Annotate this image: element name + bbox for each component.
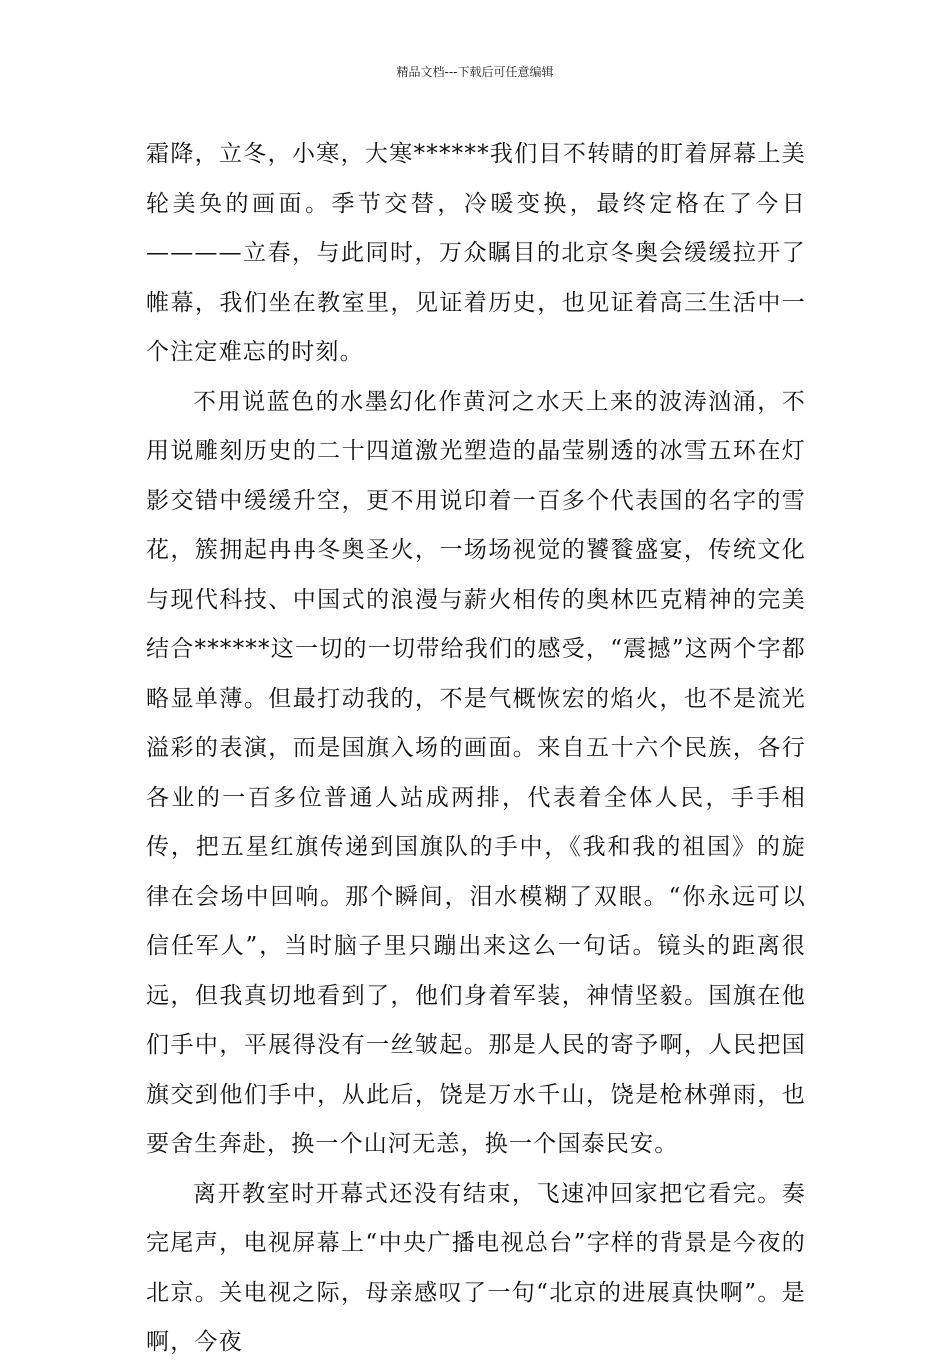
paragraph-1: 霜降，立冬，小寒，大寒******我们目不转睛的盯着屏幕上美轮美奂的画面。季节交替，冷暖变换，最终定格在了今日————立春，与此同时，万众瞩目的北京冬奥会缓缓拉开了帷幕，我们坐在教室里，见证着历史，也见证着高三生活中一个注定难忘的时刻。 — [146, 141, 806, 365]
page-header: 精品文档---下载后可任意编辑 — [396, 65, 554, 79]
document-body — [146, 130, 806, 1368]
paragraph-3: 离开教室时开幕式还没有结束，飞速冲回家把它看完。奏完尾声，电视屏幕上“中央广播电视总台”字样的背景是今夜的北京。关电视之际，母亲感叹了一句“北京的进展真快啊”。是啊，今夜 — [146, 1180, 806, 1355]
paragraph-2: 不用说蓝色的水墨幻化作黄河之水天上来的波涛汹涌，不用说雕刻历史的二十四道激光塑造的晶莹剔透的冰雪五环在灯影交错中缓缓升空，更不用说印着一百多个代表国的名字的雪花，簇拥起冉冉冬奥圣火，一场场视觉的饕餮盛宴，传统文化与现代科技、中国式的浪漫与薪火相传的奥林匹克精神的完美结合******这一切的一切带给我们的感受，“震撼”这两个字都略显单薄。但最打动我的，不是气概恢宏的焰火，也不是流光溢彩的表演，而是国旗入场的画面。来自五十六个民族，各行各业的一百多位普通人站成两排，代表着全体人民，手手相传，把五星红旗传递到国旗队的手中，《我和我的祖国》的旋律在会场中回响。那个瞬间，泪水模糊了双眼。“你永远可以信任军人”，当时脑子里只蹦出来这么一句话。镜头的距离很远，但我真切地看到了，他们身着军装，神情坚毅。国旗在他们手中，平展得没有一丝皱起。那是人民的寄予啊，人民把国旗交到他们手中，从此后，饶是万水千山，饶是枪林弹雨，也要舍生奔赴，换一个山河无恙，换一个国泰民安。 — [146, 388, 806, 1157]
